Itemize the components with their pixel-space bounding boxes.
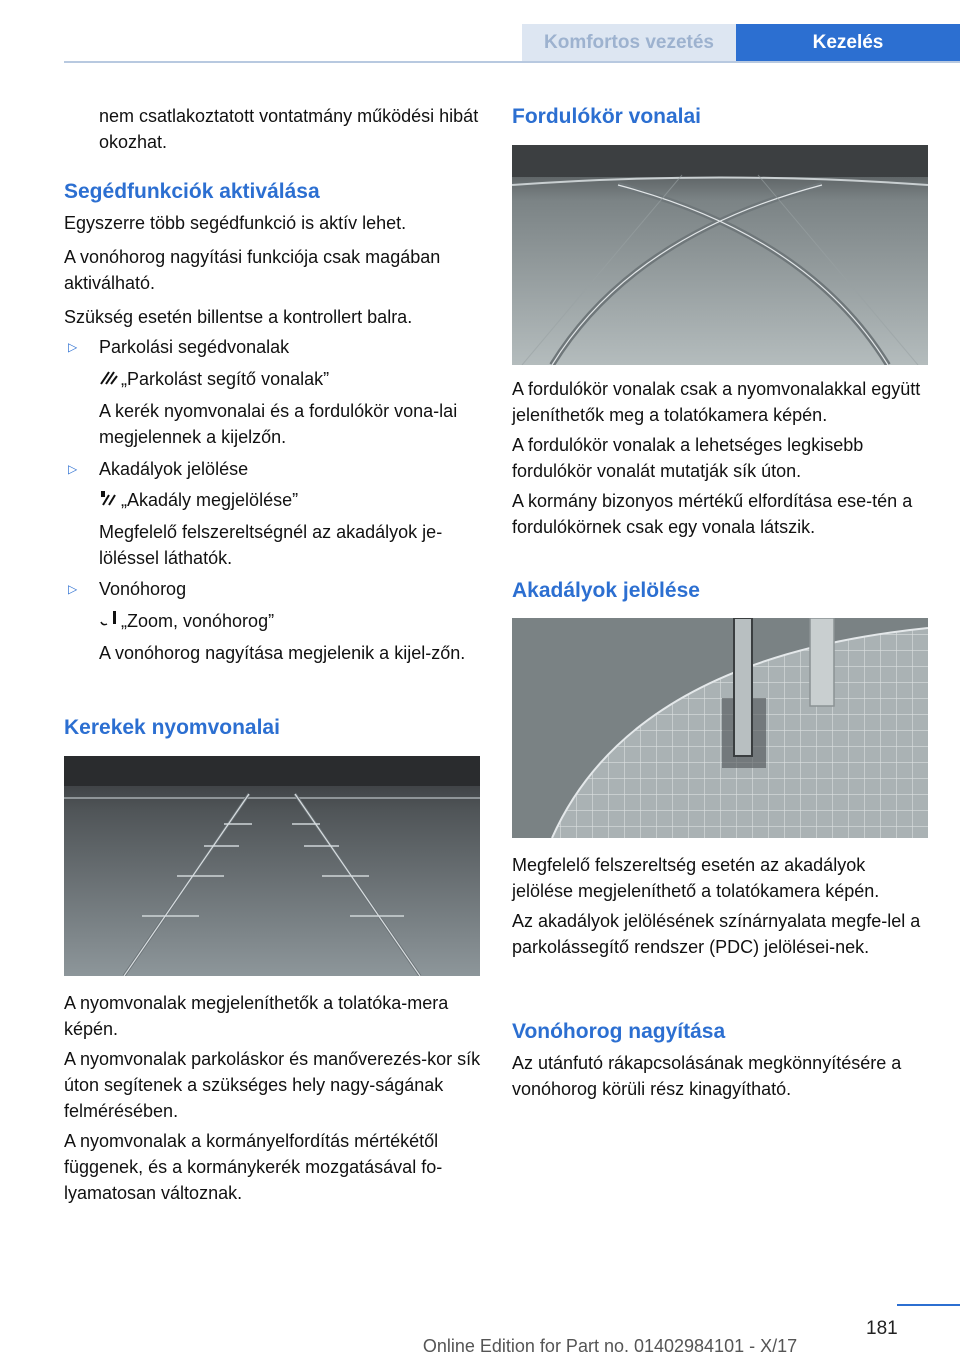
- menu-item-zoom-tow-hook[interactable]: [99, 608, 482, 635]
- heading-vonohorog-nagyitasa: Vonóhorog nagyítása: [512, 1020, 726, 1043]
- paragraph: A vonóhorog nagyítási funkciója csak magában aktiválható.: [64, 247, 441, 293]
- paragraph: Egyszerre több segédfunkció is aktív lehet.: [64, 213, 407, 233]
- paragraph: Megfelelő felszereltség esetén az akadályok jelölése megjeleníthető a tolatókamera képén.: [512, 855, 880, 901]
- paragraph: A nyomvonalak parkoláskor és manőverezés-kor sík úton segítenek a szükséges hely nagy-ságának felmérésében.: [64, 1049, 481, 1121]
- list-item-desc: A vonóhorog nagyítása megjelenik a kijel-zőn.: [99, 643, 466, 663]
- paragraph: A kormány bizonyos mértékű elfordítása ese-tén a fordulókörnek csak egy vonala látszik.: [512, 491, 913, 537]
- edition-footer: Online Edition for Part no. 01402984101 - X/17: [422, 1336, 798, 1356]
- paragraph: A nyomvonalak megjeleníthetők a tolatóka-mera képén.: [64, 993, 449, 1039]
- parking-lines-icon: [99, 367, 121, 393]
- header-section-tab[interactable]: Komfortos vezetés: [522, 24, 736, 62]
- intro-text: nem csatlakoztatott vontatmány működési hibát okozhat.: [99, 106, 479, 152]
- heading-akadalyok-jelolese: Akadályok jelölése: [512, 579, 700, 602]
- list-item-title: Vonóhorog: [99, 579, 187, 599]
- heading-kerekek-nyomvonalai: Kerekek nyomvonalai: [64, 716, 280, 739]
- list-arrow-icon: ▷: [68, 582, 78, 596]
- tow-hook-zoom-icon: [99, 609, 121, 635]
- paragraph: A fordulókör vonalak csak a nyomvonalakkal együtt jeleníthetők meg a tolatókamera képén.: [512, 379, 921, 425]
- page-number: 181: [866, 1318, 898, 1339]
- footer-rule: [897, 1304, 960, 1306]
- menu-item-label: „Parkolást segítő vonalak”: [121, 369, 330, 389]
- paragraph: Szükség esetén billentse a kontrollert balra.: [64, 307, 413, 327]
- list-arrow-icon: ▷: [68, 462, 78, 476]
- header-chapter-tab[interactable]: Kezelés: [736, 24, 960, 62]
- menu-item-label: „Akadály megjelölése”: [121, 490, 299, 510]
- list-arrow-icon: ▷: [68, 340, 78, 354]
- obstacle-marking-icon: [99, 488, 121, 514]
- list-item-title: Akadályok jelölése: [99, 459, 249, 479]
- menu-item-parking-lines[interactable]: [99, 366, 482, 393]
- list-item-desc: A kerék nyomvonalai és a fordulókör vona-lai megjelennek a kijelzőn.: [99, 401, 458, 447]
- turning-circle-figure: [512, 145, 928, 365]
- obstacle-marking-figure: [512, 618, 928, 838]
- paragraph: A nyomvonalak a kormányelfordítás mértékétől függenek, és a kormánykerék mozgatásával fo-lyamatosan változnak.: [64, 1131, 443, 1203]
- heading-fordulokor-vonalai: Fordulókör vonalai: [512, 105, 702, 128]
- paragraph: Az akadályok jelölésének színárnyalata megfe-lel a parkolássegítő rendszer (PDC) jelölései-nek.: [512, 911, 921, 957]
- paragraph: A fordulókör vonalak a lehetséges legkisebb fordulókör vonalát mutatják sík úton.: [512, 435, 864, 481]
- wheel-tracks-figure: [64, 756, 480, 976]
- list-item-title: Parkolási segédvonalak: [99, 337, 290, 357]
- list-item-desc: Megfelelő felszereltségnél az akadályok je-löléssel láthatók.: [99, 522, 443, 568]
- menu-item-obstacle-marking[interactable]: [99, 487, 482, 514]
- header-rule: [64, 61, 960, 63]
- menu-item-label: „Zoom, vonóhorog”: [121, 611, 275, 631]
- paragraph: Az utánfutó rákapcsolásának megkönnyítésére a vonóhorog körüli rész kinagyítható.: [512, 1053, 902, 1099]
- heading-segedfunkciok: Segédfunkciók aktiválása: [64, 180, 320, 203]
